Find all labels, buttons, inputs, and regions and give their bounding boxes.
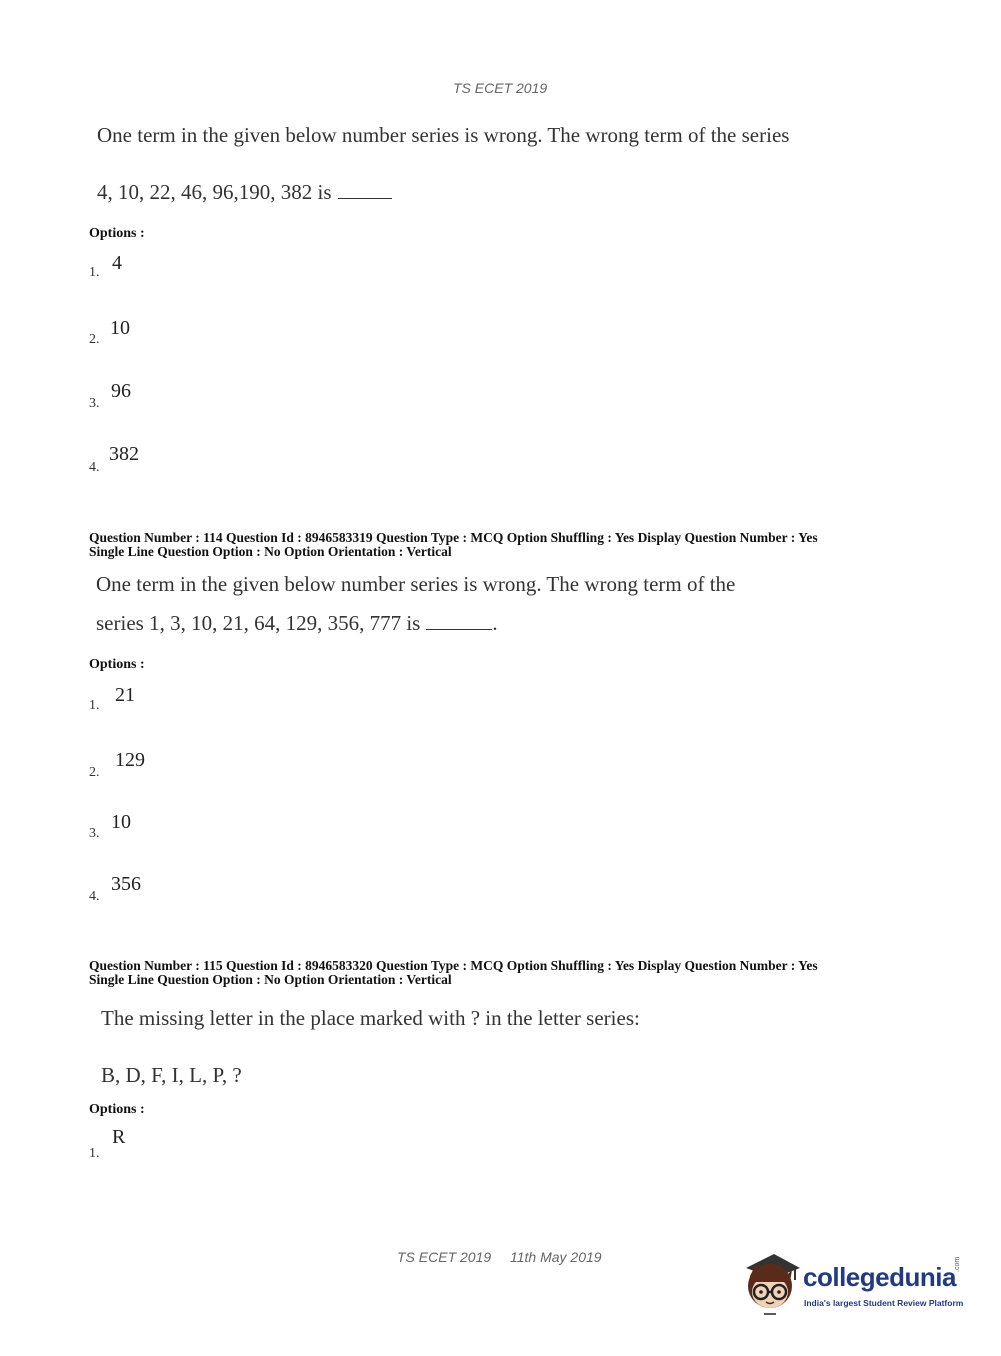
options-label: Options : bbox=[89, 1102, 145, 1117]
option-number: 2. bbox=[89, 765, 100, 780]
collegedunia-logo bbox=[740, 1248, 970, 1320]
question-113-text-line2 bbox=[97, 180, 392, 205]
option-value: R bbox=[112, 1126, 126, 1148]
question-114-meta-line1: Question Number : 114 Question Id : 8946583319 Question Type : MCQ Option Shuffling : Yes Display Question Number : Yes bbox=[89, 530, 818, 545]
options-label: Options : bbox=[89, 226, 145, 241]
logo-suffix: .com bbox=[954, 1256, 961, 1272]
option-number: 1. bbox=[89, 1146, 100, 1161]
logo-wordmark: collegedunia bbox=[803, 1262, 956, 1292]
question-115-meta-line1: Question Number : 115 Question Id : 8946583320 Question Type : MCQ Option Shuffling : Yes Display Question Number : Yes bbox=[89, 958, 818, 973]
option-number: 2. bbox=[89, 332, 100, 347]
option-value: 356 bbox=[111, 873, 141, 895]
question-114-series: series 1, 3, 10, 21, 64, 129, 356, 777 is bbox=[96, 611, 421, 635]
option-value: 10 bbox=[111, 811, 131, 833]
option-value: 4 bbox=[112, 252, 122, 274]
option-number: 1. bbox=[89, 698, 100, 713]
question-115-meta-line2: Single Line Question Option : No Option Orientation : Vertical bbox=[89, 972, 452, 987]
question-113-series: 4, 10, 22, 46, 96,190, 382 is bbox=[97, 180, 332, 204]
answer-blank bbox=[426, 628, 492, 630]
sentence-period: . bbox=[492, 611, 498, 635]
question-113-text-line1: One term in the given below number series is wrong. The wrong term of the series bbox=[97, 123, 790, 147]
option-value: 21 bbox=[115, 684, 135, 706]
student-mascot-icon bbox=[740, 1248, 802, 1318]
option-value: 96 bbox=[111, 380, 131, 402]
question-114-meta-line2: Single Line Question Option : No Option Orientation : Vertical bbox=[89, 544, 452, 559]
footer-date: 11th May 2019 bbox=[510, 1249, 602, 1265]
option-number: 4. bbox=[89, 460, 100, 475]
option-value: 10 bbox=[110, 317, 130, 339]
question-115-text-line1: The missing letter in the place marked with ? in the letter series: bbox=[101, 1006, 640, 1030]
page-header: TS ECET 2019 bbox=[453, 80, 548, 96]
answer-blank bbox=[338, 197, 392, 199]
options-label: Options : bbox=[89, 657, 145, 672]
option-number: 3. bbox=[89, 396, 100, 411]
question-114-text-line2 bbox=[96, 611, 498, 636]
footer-exam: TS ECET 2019 bbox=[397, 1249, 492, 1265]
question-115-text-line2: B, D, F, I, L, P, ? bbox=[101, 1063, 242, 1087]
question-114-text-line1: One term in the given below number series is wrong. The wrong term of the bbox=[96, 572, 736, 596]
option-value: 382 bbox=[109, 443, 139, 465]
option-number: 4. bbox=[89, 889, 100, 904]
option-value: 129 bbox=[115, 749, 145, 771]
option-number: 3. bbox=[89, 826, 100, 841]
logo-tagline: India's largest Student Review Platform bbox=[804, 1298, 964, 1308]
option-number: 1. bbox=[89, 265, 100, 280]
